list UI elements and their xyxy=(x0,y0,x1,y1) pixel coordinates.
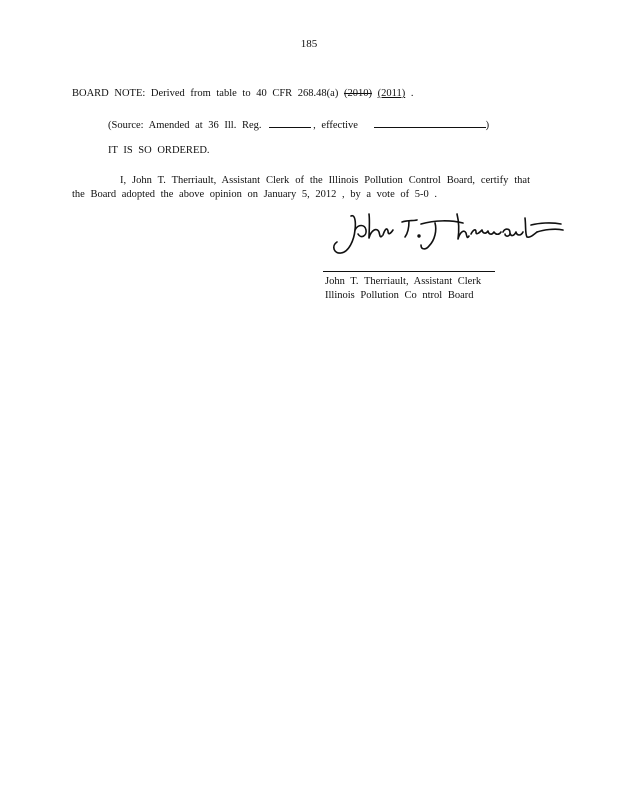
register-page-blank xyxy=(269,117,311,128)
handwritten-signature xyxy=(325,208,565,263)
certification-line-2: the Board adopted the above opinion on January 5, 2012 , by a vote of 5-0 . xyxy=(72,189,437,200)
signer-name-title: John T. Therriault, Assistant Clerk xyxy=(325,276,482,287)
source-effective: , effective xyxy=(313,120,358,131)
source-note xyxy=(108,117,489,131)
inserted-year: (2011) xyxy=(377,88,406,99)
source-open: (Source: xyxy=(108,120,144,131)
order-statement: IT IS SO ORDERED. xyxy=(108,145,210,156)
board-note-period: . xyxy=(410,88,414,99)
struck-year: (2010) xyxy=(343,88,372,99)
signature-line xyxy=(323,271,495,272)
board-note-lead: BOARD NOTE: Derived from table to 40 CFR 268.48(a) xyxy=(72,88,339,99)
signer-organization: Illinois Pollution Co ntrol Board xyxy=(325,290,474,301)
board-note xyxy=(72,88,413,99)
effective-date-blank xyxy=(374,117,486,128)
source-close: ) xyxy=(485,120,490,131)
page-number: 185 xyxy=(300,38,318,50)
certification-line-1: I, John T. Therriault, Assistant Clerk of the Illinois Pollution Control Board, certify that xyxy=(120,175,530,186)
source-text: Amended at 36 Ill. Reg. xyxy=(148,120,262,131)
